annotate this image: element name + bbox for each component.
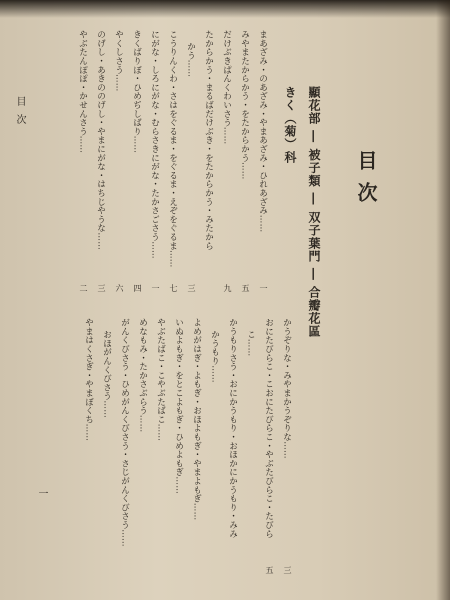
toc-entry: やぶたばこ・こやぶたばこ…… [155,318,166,442]
page-number: 四 [133,284,142,292]
page-number: 六 [115,284,124,292]
toc-entry: たからかう・まるばだけぶき・をたからかう・みたから [203,30,214,250]
page-number: 九 [223,284,232,292]
toc-entry-continuation: こ…… [245,330,256,357]
division-heading: 顯花部 ― 被子類 ― 双子葉門 ― 合瓣花區 [307,86,321,339]
toc-entry: よめがはぎ・よもぎ・おほよもぎ・やまよもぎ…… [191,318,202,521]
page-number: 五 [265,566,274,574]
toc-entry: めなもみ・たかさぶらう…… [137,318,148,433]
toc-entry: こうりんくわ・さはをぐるま・をぐるま・えぞをぐるま…… [167,30,178,268]
toc-entry: にがな・しろにがな・むらさきにがな・たかさごさう…… [149,30,160,259]
toc-entry: おにたびらこ・こおにたびらこ・やぶたびらこ・たびら [263,318,274,538]
page-number: 三 [283,566,292,574]
toc-entry: やまはくさぎ・やまぼくち…… [83,318,94,442]
toc-entry: やぶたんぽぽ・かせんさう…… [77,30,88,154]
toc-entry-continuation: かう…… [185,42,196,78]
toc-entry: がんくびさう・ひめがんくびさう・さじがんくびさう…… [119,318,130,547]
toc-entry: いぬよもぎ・をとこよもぎ・ひめよもぎ…… [173,318,184,494]
toc-entry: みやまたからかう・をたからかう…… [239,30,250,180]
page-number: 三 [97,284,106,292]
page-number: 一 [259,284,268,292]
margin-label: 目次 [14,96,25,132]
page-number: 五 [241,284,250,292]
page-number: 一 [151,284,160,292]
page-number: 三 [187,284,196,292]
toc-entry: まあざみ・のあざみ・やまあざみ・ひれあざみ…… [257,30,268,233]
toc-entry: かうぞりな・みやまかうぞりな…… [281,318,292,459]
toc-entry: きくばりぼ・ひめぢしばり…… [131,30,142,154]
toc-entry: やくしさう…… [113,30,124,92]
folio-number: 一 [36,488,47,498]
page-edge-shadow [436,0,450,600]
page-top-shadow [0,0,450,18]
page-number: 七 [169,284,178,292]
toc-entry: だけぶきぱんくわいさう…… [221,30,232,145]
toc-entry: かうもりさう・おにかうもり・おほかにかうもり・みみ [227,318,238,538]
page-title: 目次 [354,150,378,214]
toc-entry-continuation: おほがんくびさう…… [101,330,112,418]
toc-entry: のげし・あきののげし・やまにがな・はちじやうな…… [95,30,106,250]
family-heading: きく（菊）科 [283,86,297,164]
page-number: 二 [79,284,88,292]
toc-entry-continuation: かうもり…… [209,330,220,383]
